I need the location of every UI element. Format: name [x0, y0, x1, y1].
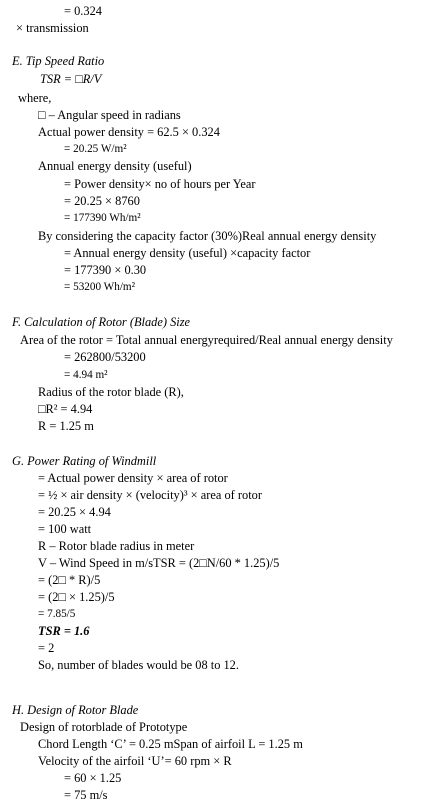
transmission-line: × transmission — [16, 21, 89, 35]
text-line: = 53200 Wh/m² — [64, 281, 135, 293]
text-line: = Annual energy density (useful) ×capacity factor — [64, 246, 311, 260]
text-line: Annual energy density (useful) — [38, 159, 192, 173]
text-line: = 2 — [38, 641, 55, 655]
text-line: = 20.25 × 4.94 — [38, 505, 111, 519]
text-line: So, number of blades would be 08 to 12. — [38, 658, 239, 672]
section-heading-h: H. Design of Rotor Blade — [12, 703, 139, 717]
text-line: = 20.25 W/m² — [64, 143, 127, 155]
text-line: Velocity of the airfoil ‘U’= 60 rpm × R — [38, 754, 232, 768]
text-line: = 7.85/5 — [38, 608, 76, 620]
text-line: = ½ × air density × (velocity)³ × area of rotor — [38, 488, 262, 502]
text-line: Area of the rotor = Total annual energyrequired/Real annual energy density — [20, 333, 393, 347]
text-line: = 20.25 × 8760 — [64, 194, 140, 208]
tsr-result: TSR = 1.6 — [38, 624, 90, 638]
text-line: □R² = 4.94 — [38, 402, 93, 416]
section-heading-e: E. Tip Speed Ratio — [12, 54, 105, 68]
text-line: = (2□ * R)/5 — [38, 573, 101, 587]
text-line: = 4.94 m² — [64, 369, 108, 381]
value-line: = 0.324 — [64, 4, 102, 18]
text-line: R = 1.25 m — [38, 419, 94, 433]
text-line: = 177390 × 0.30 — [64, 263, 147, 277]
text-line: □ – Angular speed in radians — [38, 108, 181, 122]
where-label: where, — [18, 91, 52, 105]
text-line: V – Wind Speed in m/sTSR = (2□N/60 * 1.25)/5 — [38, 556, 280, 570]
formula-tsr: TSR = □R/V — [40, 72, 102, 86]
text-line: By considering the capacity factor (30%)Real annual energy density — [38, 229, 377, 243]
text-line: Design of rotorblade of Prototype — [20, 720, 188, 734]
text-line: Chord Length ‘C’ = 0.25 mSpan of airfoil L = 1.25 m — [38, 737, 303, 751]
text-line: = 75 m/s — [64, 788, 108, 802]
text-line: = 177390 Wh/m² — [64, 212, 141, 224]
text-line: Actual power density = 62.5 × 0.324 — [38, 125, 220, 139]
text-line: R – Rotor blade radius in meter — [38, 539, 195, 553]
text-line: Radius of the rotor blade (R), — [38, 385, 184, 399]
section-heading-f: F. Calculation of Rotor (Blade) Size — [12, 315, 191, 329]
section-heading-g: G. Power Rating of Windmill — [12, 454, 157, 468]
text-line: = Actual power density × area of rotor — [38, 471, 228, 485]
text-line: = (2□ × 1.25)/5 — [38, 590, 115, 604]
text-line: = Power density× no of hours per Year — [64, 177, 256, 191]
text-line: = 262800/53200 — [64, 350, 146, 364]
text-line: = 100 watt — [38, 522, 92, 536]
text-line: = 60 × 1.25 — [64, 771, 122, 785]
